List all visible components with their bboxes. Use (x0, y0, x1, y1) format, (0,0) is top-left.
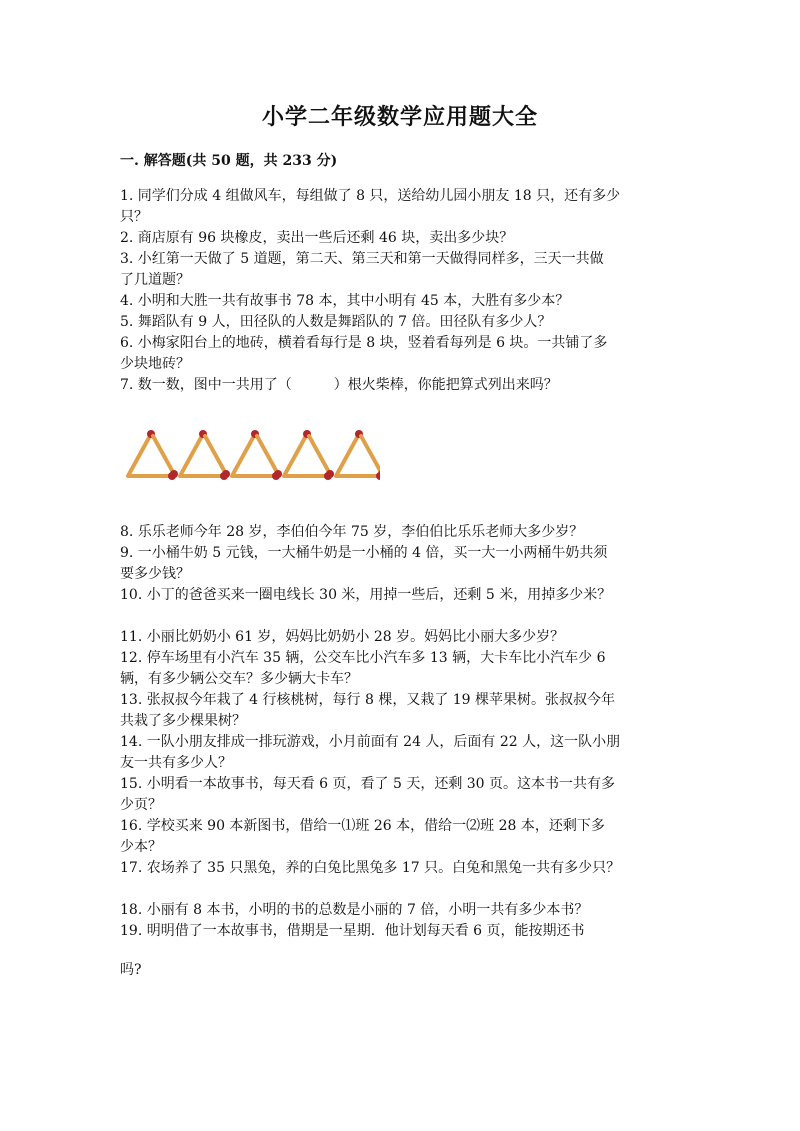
matchstick-right (153, 436, 178, 478)
question-17 (120, 858, 680, 879)
question-line: 14. 一队小朋友排成一排玩游戏，小月前面有 24 人，后面有 22 人，这一队小朋 (120, 734, 621, 750)
question-line: 3. 小红第一天做了 5 道题，第二天、第三天和第一天做得同样多，三天一共做 (120, 251, 604, 267)
question-line: 5. 舞蹈队有 9 人，田径队的人数是舞蹈队的 7 倍。田径队有多少人？ (120, 314, 552, 330)
question-line: 7. 数一数，图中一共用了（ ）根火柴棒，你能把算式列出来吗？ (120, 377, 558, 393)
question-16 (120, 816, 680, 858)
question-7 (120, 375, 680, 396)
question-line: 6. 小梅家阳台上的地砖，横着看每行是 8 块，竖着看每列是 6 块。一共铺了多 (120, 335, 608, 351)
question-line: 共栽了多少棵果树？ (120, 713, 246, 729)
question-4 (120, 291, 680, 312)
question-19 (120, 921, 680, 942)
question-line: 9. 一小桶牛奶 5 元钱，一大桶牛奶是一小桶的 4 倍，买一大一小两桶牛奶共须 (120, 545, 608, 561)
matchstick-left (180, 430, 207, 476)
question-15 (120, 774, 680, 816)
matchstick-left (128, 430, 155, 476)
matchstick-base (182, 472, 228, 480)
question-line: 1. 同学们分成 4 组做风车，每组做了 8 只，送给幼儿园小朋友 18 只，还有多少 (120, 188, 621, 204)
question-line: 只？ (120, 209, 148, 225)
question-line: 13. 张叔叔今年栽了 4 行核桃树，每行 8 棵，又栽了 19 棵苹果树。张叔叔今年 (120, 692, 616, 708)
question-line: 11. 小丽比奶奶小 61 岁，妈妈比奶奶小 28 岁。妈妈比小丽大多少岁？ (120, 629, 565, 645)
question-13 (120, 690, 680, 732)
question-line: 15. 小明看一本故事书，每天看 6 页，看了 5 天，还剩 30 页。这本书一共有多 (120, 776, 616, 792)
matchstick-left (284, 430, 311, 476)
question-line: 了几道题？ (120, 272, 190, 288)
matchstick-figure (120, 428, 380, 484)
question-line: 12. 停车场里有小汽车 35 辆，公交车比小汽车多 13 辆，大卡车比小汽车少 6 (120, 650, 606, 666)
question-10 (120, 585, 680, 606)
matchstick-right (257, 436, 282, 478)
page-title: 小学二年级数学应用题大全 (261, 104, 538, 130)
question-line: 少块地砖？ (120, 356, 190, 372)
question-line: 友一共有多少人？ (120, 755, 232, 771)
question-line: 8. 乐乐老师今年 28 岁，李伯伯今年 75 岁，李伯伯比乐乐老师大多少岁？ (120, 524, 584, 540)
question-line: 10. 小丁的爸爸买来一圈电线长 30 米，用掉一些后，还剩 5 米，用掉多少米？ (120, 587, 612, 603)
question-12 (120, 648, 680, 690)
question-line: 17. 农场养了 35 只黑兔，养的白兔比黑兔多 17 只。白兔和黑兔一共有多少只？ (120, 860, 621, 876)
question-8 (120, 522, 680, 543)
question-1 (120, 186, 680, 228)
matchstick-base (338, 472, 380, 480)
question-line: 少本？ (120, 839, 162, 855)
question-line: 18. 小丽有 8 本书，小明的书的总数是小丽的 7 倍，小明一共有多少本书？ (120, 902, 589, 918)
matchstick-left (232, 430, 259, 476)
question-line: 要多少钱？ (120, 566, 190, 582)
question-3 (120, 249, 680, 291)
question-2 (120, 228, 680, 249)
section-heading: 一. 解答题(共 50 题，共 233 分) (120, 153, 338, 169)
question-line: 16. 学校买来 90 本新图书，借给一⑴班 26 本，借给一⑵班 28 本，还剩下多 (120, 818, 605, 834)
matchstick-base (286, 472, 332, 480)
question-11 (120, 627, 680, 648)
matchstick-right (205, 436, 230, 478)
question-14 (120, 732, 680, 774)
question-20 (120, 960, 680, 981)
matchstick-right (361, 436, 380, 478)
matchstick-right (309, 436, 334, 478)
matchstick-left (336, 430, 363, 476)
question-5 (120, 312, 680, 333)
matchstick-base (234, 472, 280, 480)
question-line: 少页？ (120, 797, 162, 813)
question-line: 19. 明明借了一本故事书，借期是一星期．他计划每天看 6 页，能按期还书 (120, 923, 585, 939)
question-18 (120, 900, 680, 921)
question-line: 4. 小明和大胜一共有故事书 78 本，其中小明有 45 本，大胜有多少本？ (120, 293, 570, 309)
question-line: 2. 商店原有 96 块橡皮，卖出一些后还剩 46 块，卖出多少块？ (120, 230, 514, 246)
question-9 (120, 543, 680, 585)
matchstick-base (130, 472, 176, 480)
question-line: 吗? (120, 962, 142, 978)
question-line: 辆，有多少辆公交车？多少辆大卡车？ (120, 671, 358, 687)
question-6 (120, 333, 680, 375)
